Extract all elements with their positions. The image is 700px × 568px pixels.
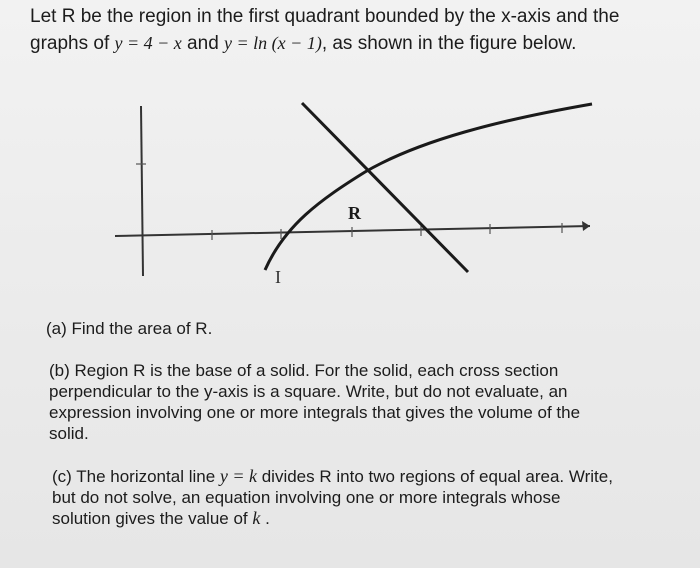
intro-line-2-prefix: graphs of — [30, 33, 115, 54]
line-curve — [302, 103, 468, 272]
part-c — [52, 466, 672, 529]
part-b-line-4: solid. — [49, 424, 89, 443]
part-c-line-1-prefix: (c) The horizontal line — [52, 467, 220, 486]
equation-log: y = ln (x − 1) — [224, 33, 322, 53]
part-c-line-1-suffix: divides R into two regions of equal area. Write, — [257, 467, 613, 486]
part-b-line-1: (b) Region R is the base of a solid. For the solid, each cross section — [49, 361, 559, 380]
part-c-line-3 — [52, 508, 672, 529]
part-c-line-3-prefix: solution gives the value of — [52, 509, 253, 528]
part-c-line-3-suffix: . — [260, 509, 270, 528]
part-a: (a) Find the area of R. — [46, 319, 213, 338]
equation-line: y = 4 − x — [114, 33, 182, 53]
part-b-line-2: perpendicular to the y-axis is a square. Write, but do not evaluate, an — [49, 382, 568, 401]
text-cursor-icon: I — [275, 267, 281, 287]
intro-line-1: Let R be the region in the first quadrant bounded by the x-axis and the — [30, 6, 620, 27]
part-b — [49, 360, 669, 444]
variable-k: k — [252, 508, 261, 528]
log-curve — [265, 104, 592, 270]
part-c-line-1 — [52, 466, 672, 487]
intro-line-2-suffix: , as shown in the figure below. — [321, 33, 577, 54]
y-axis — [141, 106, 143, 276]
equation-horizontal-line: y = k — [219, 466, 257, 486]
part-c-line-2: but do not solve, an equation involving one or more integrals whose — [52, 488, 561, 507]
region-label: R — [348, 203, 361, 223]
part-b-line-3: expression involving one or more integrals that gives the volume of the — [49, 403, 581, 422]
x-axis-arrow — [582, 221, 590, 231]
intro-line-2-mid: and — [181, 33, 225, 54]
